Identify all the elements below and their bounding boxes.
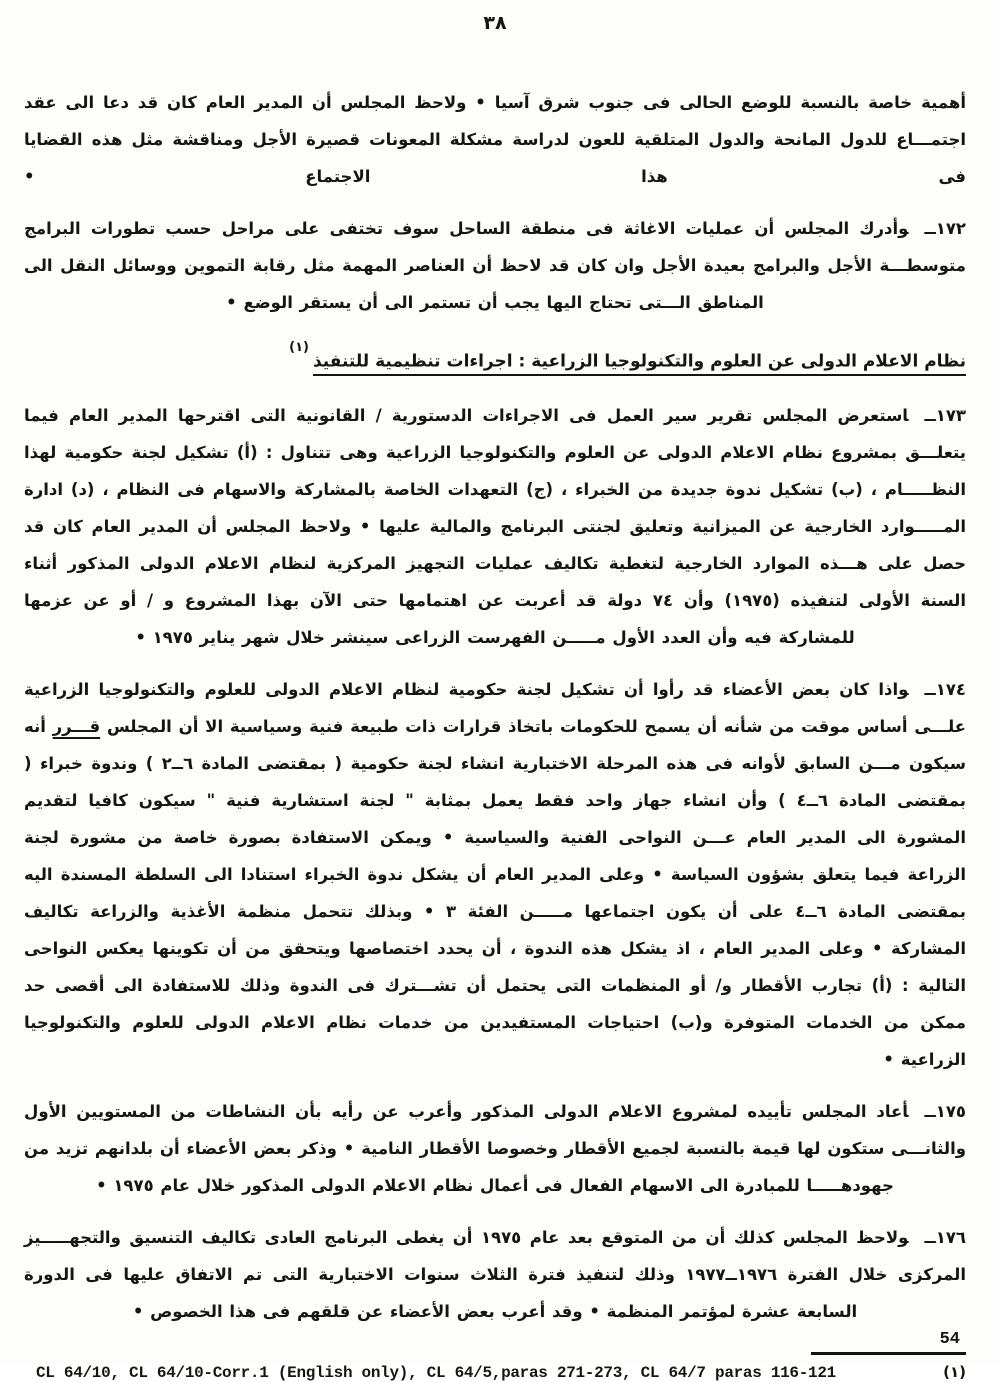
page-number-bottom: 54 [939,1330,960,1349]
section-heading [24,337,966,382]
paragraph-text: وأدرك المجلس أن عمليات الاغاثة فى منطقة الساحل سوف تختفى على مراحل حسب تطورات البرامج متوسطـــة الأجل والبرامج بعيدة الأجل وان كان قد لاحظ أن العناصر المهمة مثل رقابة التموين ووسائل النقل الى المناطق الـــتى تحتاج اليها يجب أن تستمر الى أن يستقر الوضع • [24,219,966,312]
paragraph-number: ١٧٥ــ [924,1101,966,1121]
paragraph-number: ١٧٢ــ [924,219,966,238]
footnote-ref: (١) [289,340,309,355]
paragraph-text: ولاحظ المجلس كذلك أن من المتوقع بعد عام ١٩٧٥ أن يغطى البرنامج العادى تكاليف التنسيق والتجهـــــيز المركزى خلال الفترة ١٩٧٦ــ١٩٧٧ وذلك لتنفيذ فترة الثلاث سنوات الاختبارية التى تم الاتفاق عليها فى الدورة السابعة عشرة لمؤتمر المنظمة • وقد أعرب بعض الأعضاء عن قلقهم فى هذا الخصوص • [24,1227,966,1321]
paragraph-number: ١٧٤ــ [924,679,966,699]
paragraph-172 [24,210,966,321]
paragraph-text: استعرض المجلس تقرير سير العمل فى الاجراءات الدستورية / القانونية التى اقترحها المدير العام فيما يتعلـــق بمشروع نظام الاعلام الدولى عن العلوم والتكنولوجيا الزراعية وهى تتناول : (أ) تشكيل لجنة حكومية لهذا النظـــــام ، (ب) تشكيل ندوة جديدة من الخبراء ، (ج) التعهدات الخاصة بالمشاركة والاسهام فى النظام ، (د) ادارة المـــــوارد الخارجية عن الميزانية وتعليق لجنتى البرنامج والمالية عليها • ولاحظ المجلس أن المدير العام كان قد حصل على هـــذه الموارد الخارجية لتغطية تكاليف عمليات التجهيز المركزية لنظام الاعلام الدولى المذكور أثناء السنة الأولى لتنفيذه (١٩٧٥) وأن ٧٤ دولة قد أعربت عن اهتمامها حتى الآن بهذا المشروع و / أو عن عزمها للمشاركة فيه وأن العدد الأول مـــــن الفهرست الزراعى سينشر خلال شهر يناير ١٩٧٥ • [24,405,966,647]
footnote-area [24,1352,966,1382]
paragraph-number: ١٧٦ــ [924,1227,966,1247]
paragraph-text: أعاد المجلس تأييده لمشروع الاعلام الدولى المذكور وأعرب عن رأيه بأن النشاطات من المستويين الأول والثانـــى ستكون لها قيمة بالنسبة لجميع الأقطار وخصوصا الأقطار النامية • وذكر بعض الأعضاء أن بلدانهم تزيد من جهودهـــــا للمبادرة الى الاسهام الفعال فى أعمال نظام الاعلام الدولى المذكور خلال عام ١٩٧٥ • [24,1101,966,1195]
section-heading-text: نظام الاعلام الدولى عن العلوم والتكنولوجيا الزراعية : اجراءات تنظيمية للتنفيذ [312,351,966,372]
paragraph-175 [24,1093,966,1204]
footnote-text: CL 64/10, CL 64/10-Corr.1 (English only), CL 64/5,paras 271-273, CL 64/7 paras 116-121 [36,1363,836,1382]
footnote-marker: (١) [943,1362,966,1381]
footnote-separator [811,1352,966,1355]
paragraph-text: أنه سيكون مـــن السابق لأوانه فى هذه المرحلة الاختبارية انشاء لجنة حكومية ( بمقتضى المادة ٦ــ٢ ) وندوة خبراء ( بمقتضى المادة ٦ــ٤ ) وأن انشاء جهاز واحد فقط يعمل بمثابة " لجنة استشارية فنية " سيكون كافيا لتقديم المشورة الى المدير العام عـــن النواحى الفنية والسياسية • ويمكن الاستفادة بصورة خاصة من مشورة لجنة الزراعة فيما يتعلق بشؤون السياسة • وعلى المدير العام أن يشكل ندوة الخبراء استنادا الى السلطة المسندة اليه بمقتضى المادة ٦ــ٤ على أن يكون اجتماعها مـــــن الفئة ٣ • وبذلك تتحمل منظمة الأغذية والزراعة تكاليف المشاركة • وعلى المدير العام ، اذ يشكل هذه الندوة ، أن يحدد اختصاصها ويتحقق من أن تكوينها يعكس النواحى التالية : (أ) تجارب الأقطار و/ أو المنظمات التى يحتمل أن تشـــترك فى الندوة وذلك للاستفادة الى أقصى حد ممكن من الخدمات المتوفرة و(ب) احتياجات المستفيدين من خدمات نظام الاعلام الدولى للعلوم والتكنولوجيا الزراعية • [24,716,966,1069]
page-number-top: ٣٨ [483,12,507,34]
paragraph-text: واذا كان بعض الأعضاء قد رأوا أن تشكيل لجنة حكومية لنظام الاعلام الدولى للعلوم والتكنولوجيا الزراعية علـــى أساس موقت من شأنه أن يسمح للحكومات باتخاذ قرارات ذات طبيعة فنية وسياسية الا أن المجلس [24,679,966,736]
paragraph-174 [24,671,966,1078]
paragraph-176 [24,1219,966,1330]
intro-paragraph [24,84,966,195]
paragraph-text: أهمية خاصة بالنسبة للوضع الحالى فى جنوب شرق آسيا • ولاحظ المجلس أن المدير العام كان قد دعا الى عقد اجتمـــاع للدول المانحة والدول المتلقية للعون لدراسة مشكلة المعونات قصيرة الأجل ومناقشة مثل هذه القضايا فى هذا الاجتماع • [24,93,966,186]
paragraph-number: ١٧٣ــ [924,405,966,425]
paragraph-173 [24,397,966,656]
underlined-word: قـــرر [52,716,101,736]
